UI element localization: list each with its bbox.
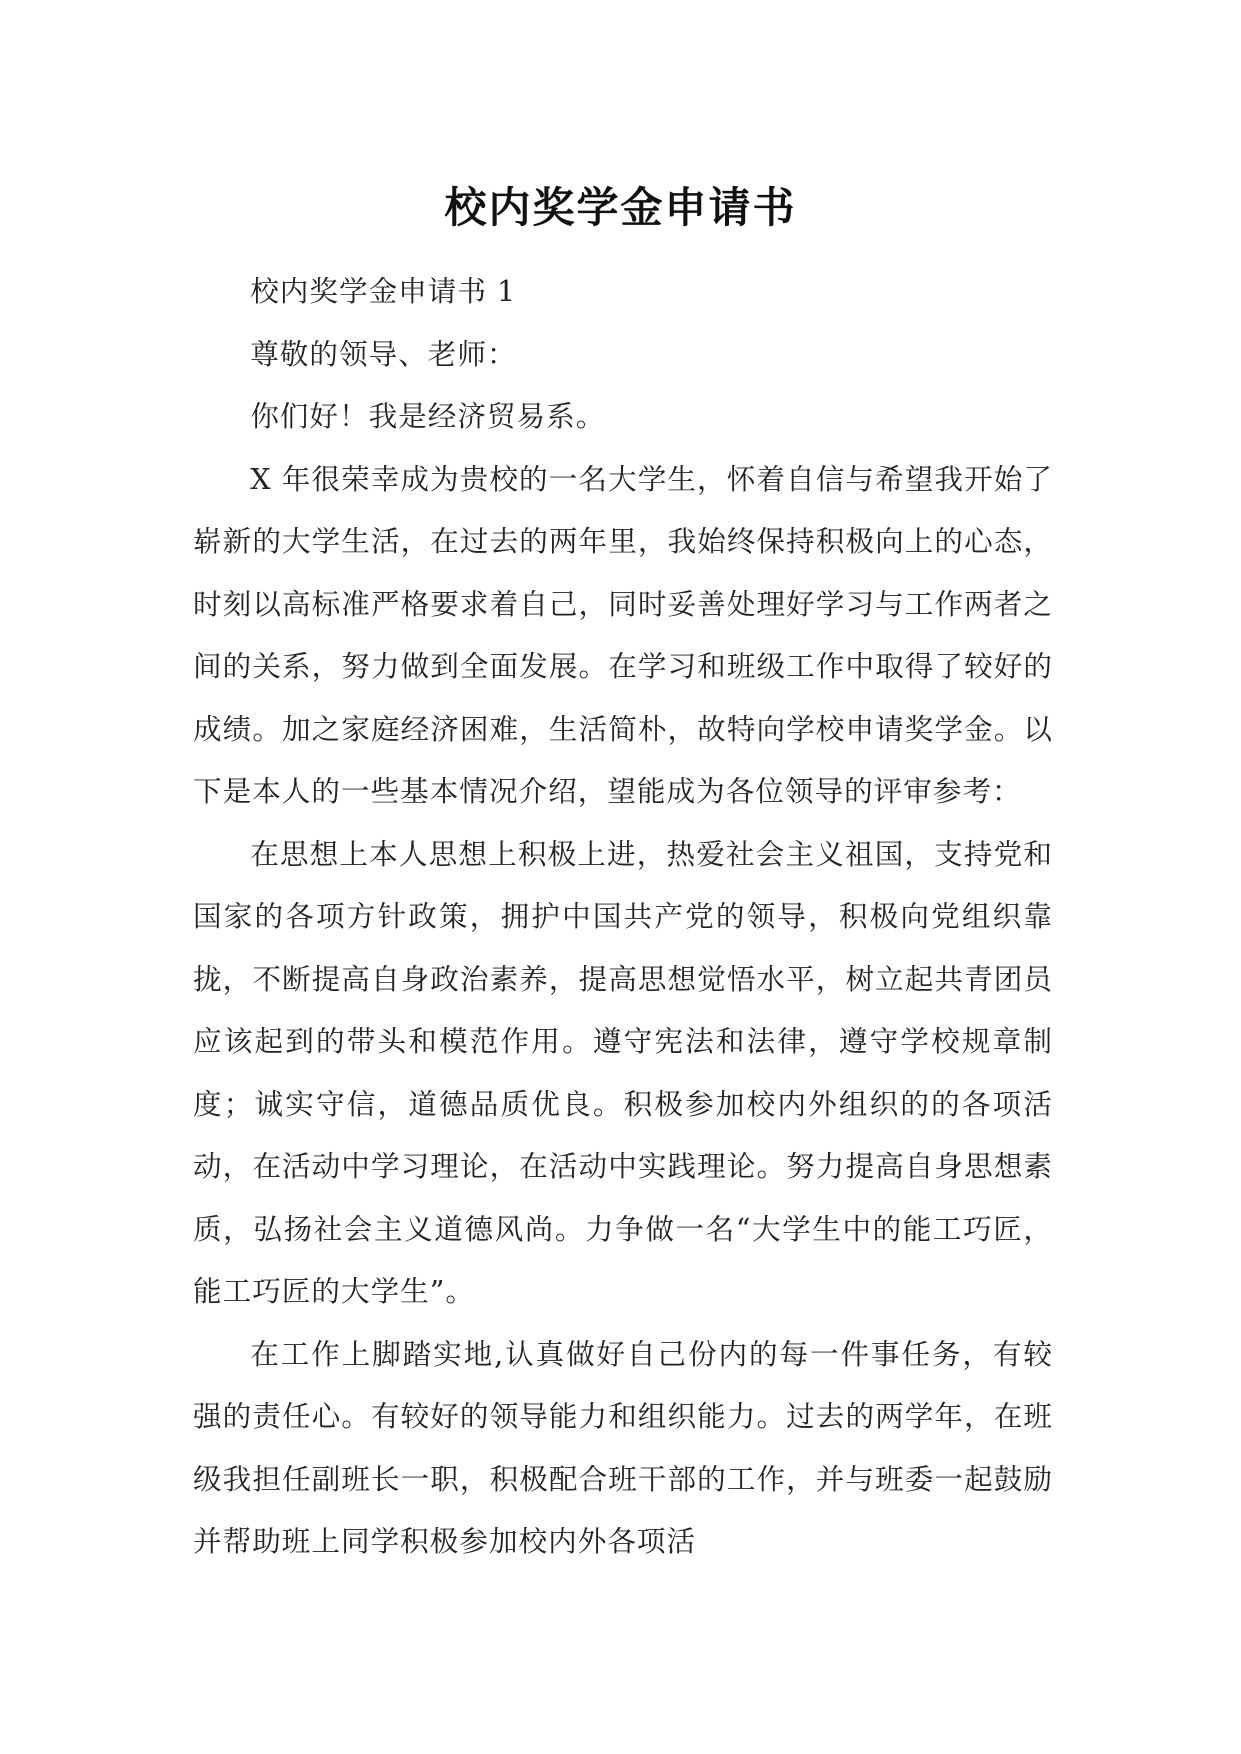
work-paragraph: 在工作上脚踏实地,认真做好自己份内的每一件事任务，有较强的责任心。有较好的领导能力和组织能力。过去的两学年，在班级我担任副班长一职，积极配合班干部的工作，并与班委一起鼓励并帮助班上同学积极参加校内外各项活 xyxy=(193,1336,1053,1558)
introduction-paragraph: X 年很荣幸成为贵校的一名大学生，怀着自信与希望我开始了崭新的大学生活，在过去的两年里，我始终保持积极向上的心态，时刻以高标准严格要求着自己，同时妥善处理好学习与工作两者之间的关系，努力做到全面发展。在学习和班级工作中取得了较好的成绩。加之家庭经济困难，生活简朴，故特向学校申请奖学金。以下是本人的一些基本情况介绍，望能成为各位领导的评审参考： xyxy=(193,461,1053,808)
document-body xyxy=(193,260,1053,1573)
salutation-paragraph: 尊敬的领导、老师： xyxy=(250,336,517,371)
document-title: 校内奖学金申请书 xyxy=(444,183,797,233)
subtitle-paragraph: 校内奖学金申请书 1 xyxy=(250,274,517,308)
greeting-paragraph: 你们好！我是经济贸易系。 xyxy=(250,399,606,433)
ideology-paragraph: 在思想上本人思想上积极上进，热爱社会主义祖国，支持党和国家的各项方针政策，拥护中国共产党的领导，积极向党组织靠拢，不断提高自身政治素养，提高思想觉悟水平，树立起共青团员应该起到的带头和模范作用。遵守宪法和法律，遵守学校规章制度；诚实守信，道德品质优良。积极参加校内外组织的的各项活动，在活动中学习理论，在活动中实践理论。努力提高自身思想素质，弘扬社会主义道德风尚。力争做一名“大学生中的能工巧匠，能工巧匠的大学生”。 xyxy=(193,836,1053,1308)
